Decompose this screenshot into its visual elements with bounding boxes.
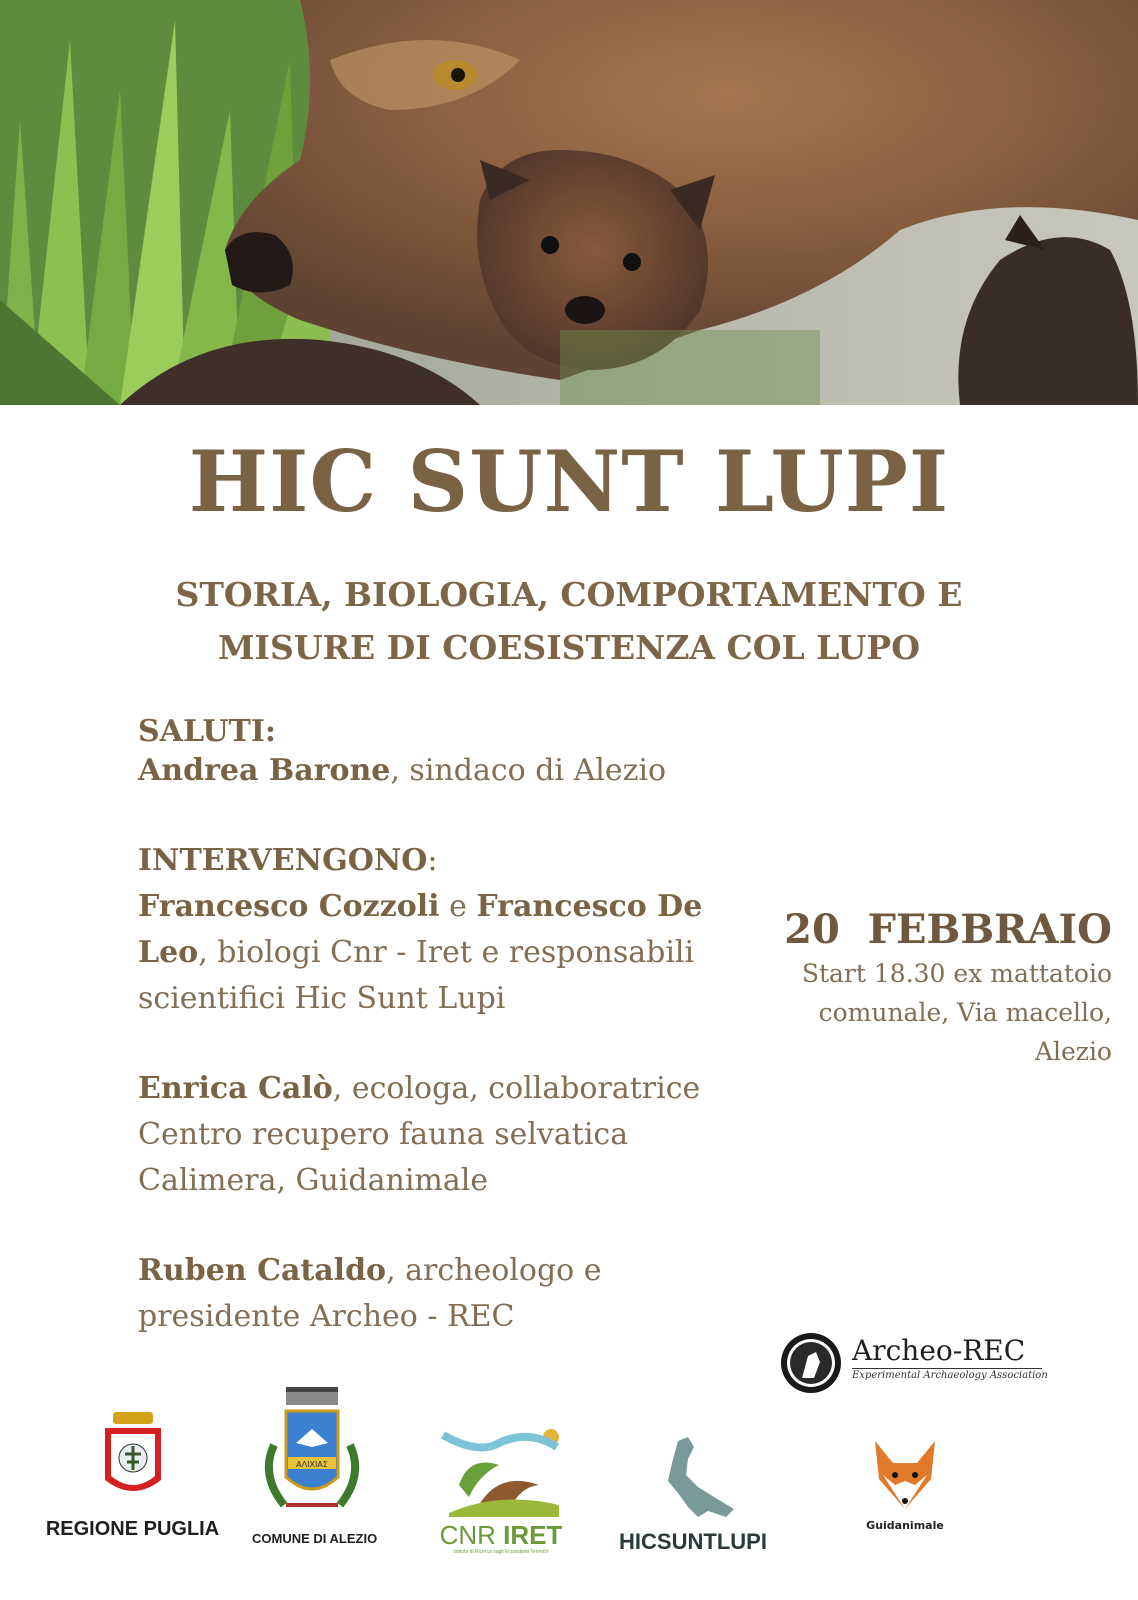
speaker-name: Francesco De Leo bbox=[138, 889, 703, 970]
wolf-pup-photo bbox=[0, 0, 1138, 405]
intervengono-block bbox=[138, 838, 728, 1022]
italy-wolf-silhouette-icon bbox=[638, 1435, 748, 1525]
regione-puglia-caption: REGIONE PUGLIA bbox=[45, 1518, 220, 1540]
event-location-line: Start 18.30 ex mattatoio bbox=[801, 959, 1112, 988]
speaker-name: Ruben Cataldo bbox=[138, 1253, 387, 1288]
saluti-label: SALUTI: bbox=[138, 714, 276, 749]
event-info bbox=[760, 906, 1112, 1071]
comune-alezio-logo bbox=[252, 1385, 378, 1546]
archeo-rec-name: Archeo-REC bbox=[852, 1334, 1026, 1367]
cnr-iret-logo bbox=[436, 1425, 566, 1555]
fox-icon bbox=[865, 1435, 945, 1515]
guidanimale-logo bbox=[855, 1435, 955, 1532]
speakers-program bbox=[138, 716, 728, 1384]
speaker-name: Enrica Calò bbox=[138, 1071, 333, 1106]
speaker3-block bbox=[138, 1066, 728, 1204]
subtitle-line: STORIA, BIOLOGIA, COMPORTAMENTO E bbox=[175, 575, 963, 614]
regione-puglia-crest-icon bbox=[101, 1410, 165, 1506]
conjunction: e bbox=[439, 889, 477, 924]
event-location-line: Alezio bbox=[1034, 1037, 1112, 1066]
event-title: HIC SUNT LUPI bbox=[188, 432, 950, 531]
subtitle-line: MISURE DI COESISTENZA COL LUPO bbox=[218, 628, 920, 667]
intervengono-label: INTERVENGONO bbox=[138, 843, 428, 878]
comune-shield-text: ΑΛΙΧΙΑΣ bbox=[296, 1460, 328, 1469]
hero-photo bbox=[0, 0, 1138, 405]
intervengono-colon: : bbox=[427, 843, 438, 878]
cnr-prefix: CNR bbox=[439, 1520, 496, 1550]
comune-alezio-crest-icon bbox=[256, 1385, 368, 1525]
saluti-block bbox=[138, 716, 728, 794]
guidanimale-caption: Guidanimale bbox=[866, 1519, 944, 1532]
event-location-line: comunale, Via macello, bbox=[818, 998, 1112, 1027]
speaker-role: , archeologo e presidente Archeo - REC bbox=[138, 1253, 602, 1334]
regione-puglia-logo bbox=[40, 1410, 225, 1541]
speaker4-block bbox=[138, 1248, 728, 1340]
archeo-rec-emblem-icon bbox=[780, 1332, 842, 1394]
hicsuntlupi-logo bbox=[608, 1435, 778, 1555]
cnr-iret-tagline: Istituto di Ricerca sugli Ecosistemi Terrestri bbox=[453, 1549, 549, 1555]
speaker-role: , biologi Cnr - Iret e responsabili scientifici Hic Sunt Lupi bbox=[138, 935, 695, 1016]
hicsuntlupi-caption: HICSUNTLUPI bbox=[619, 1529, 767, 1554]
speaker-role: , sindaco di Alezio bbox=[390, 753, 667, 788]
speaker-name: Andrea Barone bbox=[138, 753, 391, 788]
event-date: 20 FEBBRAIO bbox=[784, 906, 1112, 953]
speaker-role: , ecologa, collaboratrice Centro recupero fauna selvatica Calimera, Guidanimale bbox=[138, 1071, 701, 1198]
event-subtitle bbox=[0, 568, 1138, 674]
archeo-rec-tagline: Experimental Archaeology Association bbox=[852, 1370, 1048, 1381]
speaker-name: Francesco Cozzoli bbox=[138, 889, 440, 924]
comune-alezio-caption: COMUNE DI ALEZIO bbox=[252, 1531, 378, 1546]
iret-name: IRET bbox=[503, 1520, 563, 1550]
cnr-iret-emblem-icon bbox=[439, 1425, 563, 1517]
archeo-rec-logo bbox=[780, 1332, 1050, 1396]
